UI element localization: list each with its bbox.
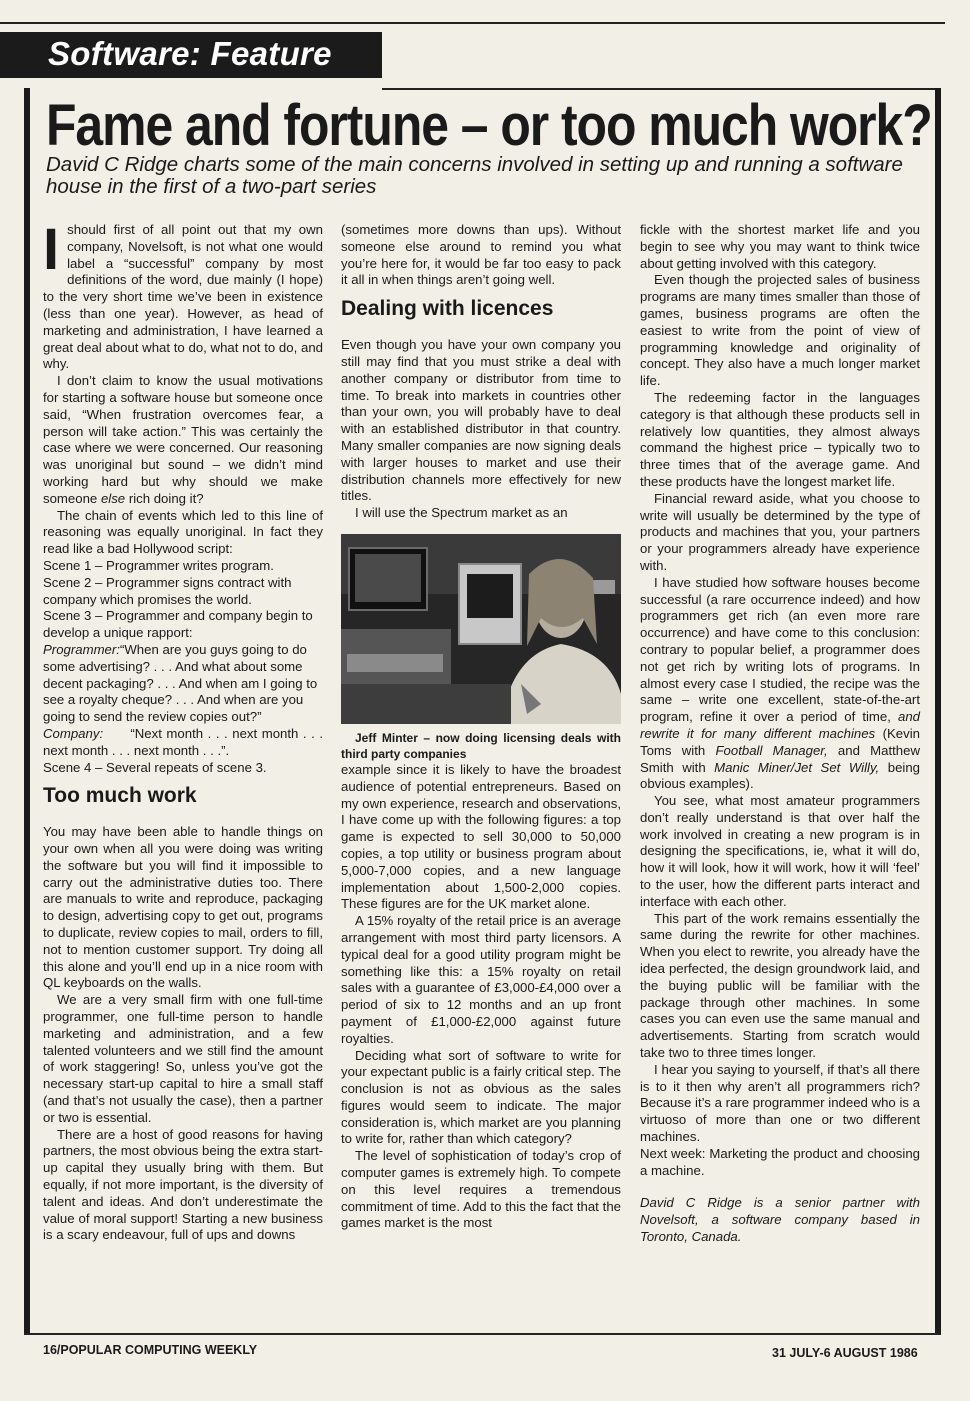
section-label: Software: Feature — [48, 35, 332, 72]
column-3 — [640, 222, 920, 1246]
paragraph: (sometimes more downs than ups). Without someone else around to remind you what you’re here for, it would be far too easy to pack it all in when things aren’t going well. — [341, 222, 621, 288]
paragraph: You may have been able to handle things on your own when all you were doing was writing the software but you will find it impossible to carry out the administrative duties too. There are manuals to write and reproduce, packaging to design, advertising copy to get out, programs to duplicate, review copies to mail, orders to fill, not to mention customer support. Try doing all this alone and you’ll end up in a nice room with QL keyboards on the walls. — [43, 824, 323, 991]
scene-line: Scene 4 – Several repeats of scene 3. — [43, 759, 267, 775]
paragraph: Even though you have your own company you still may find that you must strike a deal with another company or distributor from time to time. To break into markets in countries other than your own, you will probably have to deal with an established distributor in that country. Many smaller companies are now signing deals with larger houses to market and use their distribution channels more effectively for new titles. — [341, 337, 621, 504]
paragraph: A 15% royalty of the retail price is an average arrangement with most third party licensors. A typical deal for a good utility program might be something like this: a 15% royalty on retail sales with a guarantee of £3,000-£4,000 over a period of six to 12 months and an up front payment of £1,000-£2,000 against future royalties. — [341, 913, 621, 1046]
photo-image — [341, 534, 621, 724]
dialogue-programmer: Programmer:“When are you guys going to do some advertising? . . . And what about some decent packaging? . . . And when am I going to see a royalty cheque? . . . And when are you going to send the review copies out?” — [43, 641, 318, 725]
paragraph: example since it is likely to have the broadest audience of potential entrepreneurs. Based on my own experience, research and observations, I have come up with the following figures: a top game is expected to sell 30,000 to 50,000 copies, a top utility or business program about 5,000-7,000 copies, and a new language implementation about 1,500-2,000 copies. These figures are for the UK market alone. — [341, 761, 622, 912]
paragraph: fickle with the shortest market life and you begin to see why you may want to think twice about getting involved with this category. — [640, 222, 920, 271]
paragraph: We are a very small firm with one full-time programmer, one full-time person to handle marketing and administration, and a few talented volunteers and we still find the amount of work staggering! So, unless you’ve got the necessary start-up capital to hire a small staff (and that’s not usually the case), then a partner or two is essential. — [43, 992, 323, 1125]
photo-caption: Jeff Minter – now doing licensing deals with third party companies — [341, 730, 621, 761]
footer-folio: 16/POPULAR COMPUTING WEEKLY — [43, 1343, 258, 1357]
drop-cap: I — [43, 217, 60, 282]
dialogue-company: Company: “Next month . . . next month . . . next month . . . next month . . .”. — [43, 725, 323, 758]
author-bio: David C Ridge is a senior partner with Novelsoft, a software company based in Toronto, Canada. — [640, 1195, 920, 1245]
header-rule — [382, 88, 937, 90]
paragraph: Even though the projected sales of business programs are many times smaller than those of games, business programs are often the easiest to write from the point of view of programming knowledge and originality of concept. They also have a much longer market life. — [640, 272, 920, 389]
right-border — [935, 88, 941, 1333]
paragraph: You see, what most amateur programmers don’t really understand is that over half the work involved in creating a new program is in designing the specifications, ie, what it will do, how it will look, how it will work, how it will ‘feel’ to the user, how the different parts interact and interface with each other. — [640, 793, 920, 909]
subheading: Too much work — [43, 784, 197, 808]
left-border — [24, 88, 30, 1333]
scene-line: Scene 3 – Programmer and company begin to develop a unique rapport: — [43, 608, 313, 641]
column-1 — [43, 217, 324, 1244]
paragraph: I hear you saying to yourself, if that’s all there is to it then why aren’t all programmers rich? Because it’s a rare programmer indeed who is a virtuoso of more than one or two different machines. — [640, 1061, 920, 1145]
paragraph: I have studied how software houses become successful (a rare occurrence indeed) and how programmers get rich (an even more rare occurrence) and have come to this conclusion: contrary to popular belief, a programmer does not get rich by writing lots of programs. In almost every case I studied, the recipe was the same – write one excellent, state-of-the-art program, refine it over a period of time, and rewrite it for many different machines (Kevin Toms with Football Manager, and Matthew Smith with Manic Miner/Jet Set Willy, being obvious examples). — [640, 574, 921, 792]
column-2 — [341, 222, 621, 1232]
next-week-note: Next week: Marketing the product and choosing a machine. — [640, 1145, 920, 1178]
subheading: Dealing with licences — [341, 297, 554, 321]
paragraph: I don’t claim to know the usual motivations for starting a software house but someone once said, “When frustration overcomes fear, a person will take action.” This was certainly the case where we were concerned. Our reasoning was unoriginal but sound – we didn’t mind working hard but why should we make someone else rich doing it? — [43, 373, 323, 506]
photo — [341, 534, 621, 724]
top-rule — [0, 22, 945, 24]
paragraph: Financial reward aside, what you choose to write will usually be determined by the type of products and machines that you, your partners or your programmers already have experience with. — [640, 490, 920, 573]
paragraph: I will use the Spectrum market as an — [355, 505, 568, 521]
paragraph: This part of the work remains essentially the same during the rewrite for other machines. When you elect to rewrite, you already have the idea perfected, the design groundwork laid, and the buying public will be familiar with the package through other machines. In some cases you can even use the same manual and advertisements. Starting from scratch would take two to three times longer. — [640, 910, 920, 1061]
paragraph: The level of sophistication of today’s crop of computer games is extremely high. To compete on this level requires a tremendous commitment of time. Add to this the fact that the games market is the most — [341, 1148, 621, 1231]
paragraph: The redeeming factor in the languages category is that although these products sell in relatively low quantities, they almost always command the highest price – typically two to three times that of the average game. And these products have the longest market life. — [640, 389, 920, 489]
footer-rule — [24, 1333, 941, 1335]
standfirst: David C Ridge charts some of the main concerns involved in setting up and running a software house in the first of a two-part series — [46, 153, 903, 198]
paragraph: There are a host of good reasons for having partners, the most obvious being the extra start-up capital they usually bring with them. But equally, if not more important, is the diversity of talent and ideas. And don’t underestimate the value of moral support! Starting a new business is a scary endeavour, full of ups and downs — [43, 1126, 324, 1243]
scene-line: Scene 2 – Programmer signs contract with company which promises the world. — [43, 574, 292, 607]
opening-paragraph: Ishould first of all point out that my own company, Novelsoft, is not what one would label a “successful” company by most definitions of the word, due mainly (I hope) to the very short time we’ve been in existence (less than one year). However, as head of marketing and administration, I have learned a great deal about what to do, what not to do, and why. — [43, 217, 323, 372]
scene-line: Scene 1 – Programmer writes program. — [43, 557, 274, 573]
headline: Fame and fortune – or too much work? — [46, 93, 932, 158]
footer-date: 31 JULY-6 AUGUST 1986 — [772, 1346, 918, 1360]
paragraph: Deciding what sort of software to write for your expectant public is a fairly critical step. The conclusion is not as obvious as the sales figures would seem to indicate. The major consideration is, which market are you planning to write for, rather than which category? — [341, 1047, 621, 1147]
paragraph: The chain of events which led to this line of reasoning was equally unoriginal. In fact they read like a bad Hollywood script: — [43, 507, 323, 557]
section-tab — [0, 32, 382, 78]
